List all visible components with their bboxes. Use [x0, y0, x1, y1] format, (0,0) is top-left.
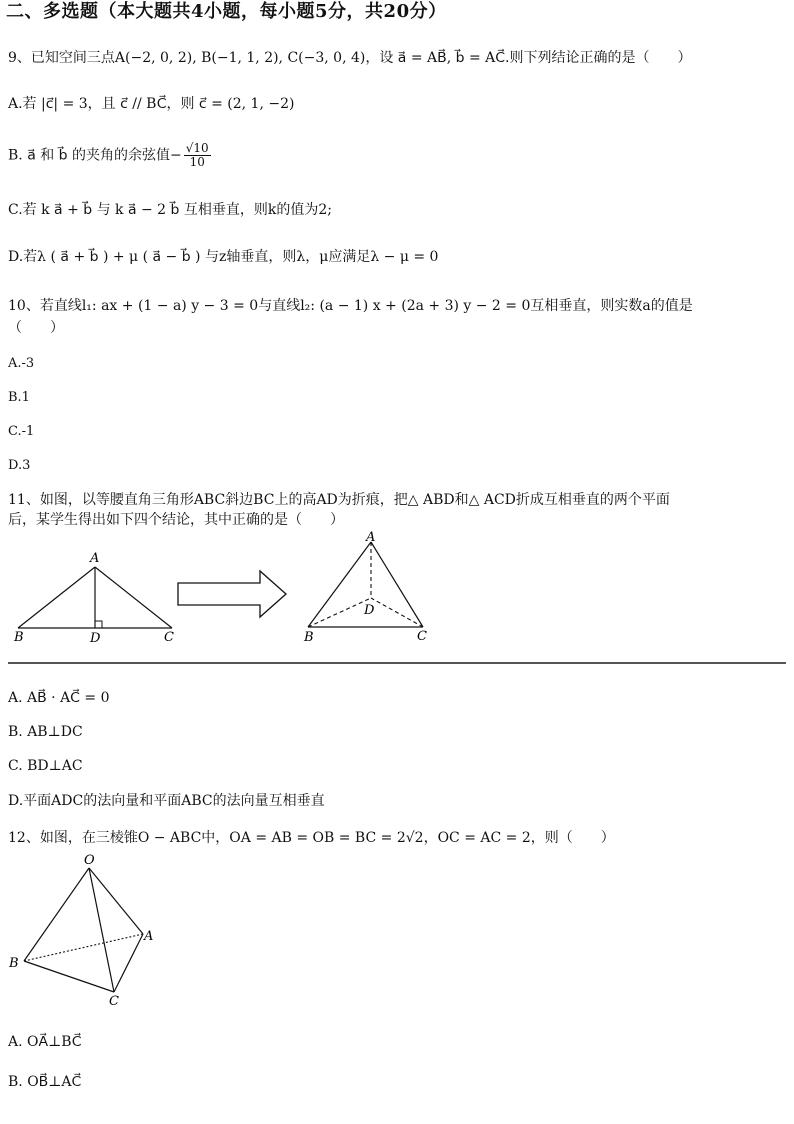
q9-option-b-text: B. a⃗ 和 b⃗ 的夹角的余弦值−: [8, 147, 182, 164]
q9-option-b-numerator: √10: [185, 141, 209, 155]
q9-option-c: C.若 k a⃗ + b⃗ 与 k a⃗ − 2 b⃗ 互相垂直，则k的值为2;: [8, 202, 332, 218]
label-d: D: [364, 603, 375, 618]
label-c: C: [109, 994, 119, 1009]
edge-cd-dashed: [371, 598, 423, 627]
edge-ac: [371, 542, 423, 627]
edge-ab-dotted: [24, 934, 143, 961]
q9-option-a: A.若 |c⃗| = 3，且 c⃗ // BC⃗，则 c⃗ = (2, 1, −2): [8, 96, 295, 112]
q12-stem: 12、如图，在三棱锥O − ABC中，OA = AB = OB = BC = 2√2，OC = AC = 2，则（ ）: [8, 830, 615, 846]
label-c: C: [164, 630, 174, 645]
edge-bd-dashed: [308, 598, 371, 627]
edge-oc: [89, 868, 114, 992]
q12-option-a: A. OA⃗⊥BC⃗: [8, 1034, 82, 1050]
edge-bc: [24, 961, 114, 992]
right-arrow-icon: [176, 568, 290, 620]
label-b: B: [9, 956, 19, 971]
edge-ac: [114, 934, 143, 992]
edge-oa: [89, 868, 143, 934]
segment-ac: [95, 567, 172, 628]
q9-option-b-fraction: [184, 142, 211, 169]
q11-option-d: D.平面ADC的法向量和平面ABC的法向量互相垂直: [8, 793, 325, 809]
q10-stem-cont: （ ）: [8, 320, 64, 336]
edge-ob: [24, 868, 89, 961]
q10-option-b: B.1: [8, 390, 30, 405]
q10-option-c: C.-1: [8, 424, 35, 439]
q11-figure-folded-tetrahedron: [298, 530, 438, 648]
label-b: B: [14, 630, 24, 645]
q10-option-d: D.3: [8, 458, 31, 473]
q11-option-a: A. AB⃗ · AC⃗ = 0: [8, 690, 110, 706]
label-a: A: [144, 929, 154, 944]
q9-option-b: [8, 142, 211, 182]
label-b: B: [304, 630, 314, 645]
q11-option-c: C. BD⊥AC: [8, 758, 83, 774]
divider: [8, 662, 786, 664]
segment-ab: [18, 567, 95, 628]
q9-option-b-denominator: 10: [189, 155, 205, 169]
label-c: C: [417, 629, 427, 644]
q9-option-d: D.若λ ( a⃗ + b⃗ ) + μ ( a⃗ − b⃗ ) 与z轴垂直，则λ，μ应满足λ − μ = 0: [8, 249, 439, 265]
q10-stem: 10、若直线l₁: ax + (1 − a) y − 3 = 0与直线l₂: (a − 1) x + (2a + 3) y − 2 = 0互相垂直，则实数a的值是: [8, 298, 693, 314]
q11-option-b: B. AB⊥DC: [8, 724, 83, 740]
q9-stem: 9、已知空间三点A(−2, 0, 2), B(−1, 1, 2), C(−3, 0, 4)，设 a⃗ = AB⃗, b⃗ = AC⃗.则下列结论正确的是（ ）: [8, 50, 692, 66]
edge-ab: [308, 542, 371, 627]
section-title: 二、多选题（本大题共4小题，每小题5分，共20分）: [6, 1, 447, 22]
q12-figure-tetrahedron: [6, 850, 166, 1010]
label-o: O: [84, 853, 95, 868]
q12-option-b: B. OB⃗⊥AC⃗: [8, 1074, 82, 1090]
q11-figure-flat-triangle: [10, 545, 180, 645]
label-d: D: [90, 631, 101, 645]
label-a: A: [90, 551, 100, 566]
right-angle-mark: [95, 621, 102, 628]
q11-stem-cont: 后，某学生得出如下四个结论，其中正确的是（ ）: [8, 512, 344, 528]
q11-stem: 11、如图，以等腰直角三角形ABC斜边BC上的高AD为折痕，把△ ABD和△ ACD折成互相垂直的两个平面: [8, 492, 670, 508]
label-a: A: [366, 530, 376, 545]
q10-option-a: A.-3: [8, 356, 35, 371]
